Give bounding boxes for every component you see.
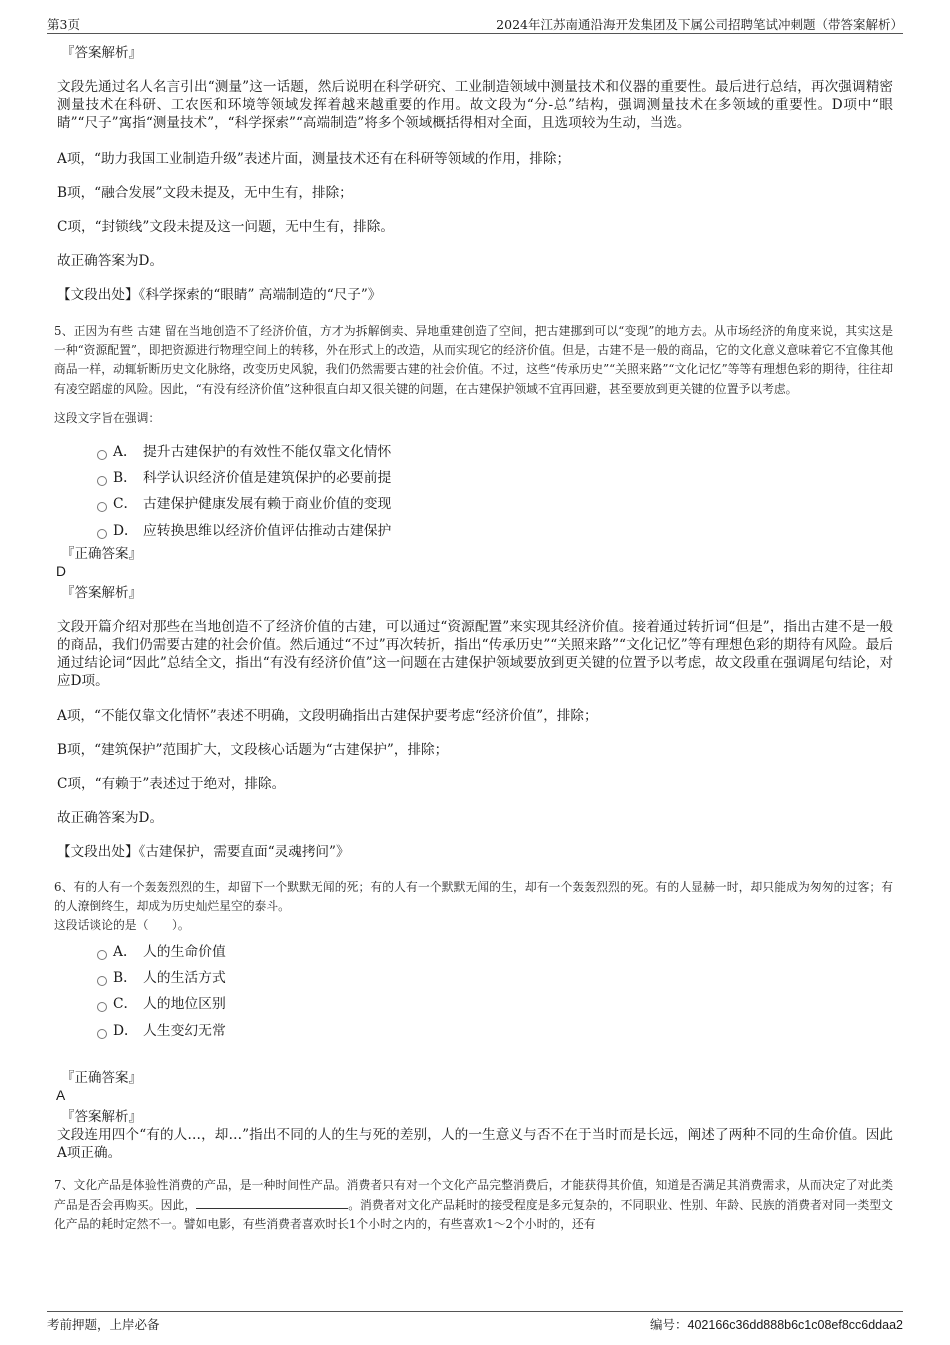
q4-analysis-tag: 『答案解析』 <box>61 45 142 61</box>
q5-block <box>54 322 893 862</box>
q6-option-b-text: 人的生活方式 <box>143 970 226 987</box>
q5-option-b-note: B项，“建筑保护”范围扩大，文段核心话题为“古建保护”，排除； <box>57 741 449 758</box>
q4-source: 【文段出处】《科学探索的“眼睛” 高端制造的“尺子”》 <box>57 287 382 304</box>
q5-option-c-text: 古建保护健康发展有赖于商业价值的变现 <box>143 496 392 513</box>
q4-conclusion: 故正确答案为D。 <box>57 253 164 270</box>
q7-stem <box>54 1176 893 1234</box>
q6-option-a[interactable]: A． 人的生命价值 <box>57 940 893 966</box>
q6-answer: A <box>56 1088 66 1104</box>
q5-option-a[interactable]: A． 提升古建保护的有效性不能仅靠文化情怀 <box>57 440 893 466</box>
q6-analysis-text: 文段连用四个“有的人…，却…”指出不同的人的生与死的差别，人的一生意义与否不在于当时而是长远，阐述了两种不同的生命价值。因此A项正确。 <box>57 1127 893 1162</box>
radio-button-icon[interactable] <box>97 950 107 960</box>
q6-answer-tag: 『正确答案』 <box>61 1070 142 1087</box>
document-title: 2024年江苏南通沿海开发集团及下属公司招聘笔试冲刺题（带答案解析） <box>496 17 903 32</box>
q6-option-c[interactable]: C． 人的地位区别 <box>57 992 893 1018</box>
q5-option-d[interactable]: D． 应转换思维以经济价值评估推动古建保护 <box>57 519 893 545</box>
q5-option-c-note: C项，“有赖于”表述过于绝对，排除。 <box>57 776 286 793</box>
radio-button-icon[interactable] <box>97 529 107 539</box>
q4-option-b-note: B项，“融合发展”文段未提及，无中生有，排除； <box>57 184 353 201</box>
q6-option-a-text: 人的生命价值 <box>143 943 226 960</box>
radio-button-icon[interactable] <box>97 976 107 986</box>
q4-analysis-block <box>57 44 893 305</box>
q5-option-b-text: 科学认识经济价值是建筑保护的必要前提 <box>143 469 392 486</box>
q7-stem-before: 7、文化产品是体验性消费的产品，是一种时间性产品。消费者只有对一个文化产品完整消费后，才能获得其价值，知道是否满足其消费需求，从而决定了对此类产品是否会再购买。因此， <box>54 1178 893 1212</box>
document-code <box>650 1315 903 1333</box>
fill-in-blank <box>196 1196 348 1209</box>
page-header <box>47 14 903 34</box>
page-number: 第3页 <box>47 17 80 32</box>
q5-option-d-text: 应转换思维以经济价值评估推动古建保护 <box>143 522 392 539</box>
q5-prompt: 这段文字旨在强调： <box>54 411 161 426</box>
radio-button-icon[interactable] <box>97 1002 107 1012</box>
q5-option-c[interactable]: C． 古建保护健康发展有赖于商业价值的变现 <box>57 492 893 518</box>
document-code-value: 402166c36dd888b6c1c08ef8cc6ddaa2 <box>687 1318 903 1332</box>
q7-block <box>54 1176 893 1234</box>
q5-answer: D <box>56 563 66 579</box>
q6-option-d[interactable]: D． 人生变幻无常 <box>57 1019 893 1045</box>
radio-button-icon[interactable] <box>97 450 107 460</box>
q6-option-c-text: 人的地位区别 <box>143 996 226 1013</box>
q5-options <box>57 440 893 545</box>
q6-analysis-tag: 『答案解析』 <box>61 1109 142 1126</box>
q6-prompt: 这段话谈论的是（ ）。 <box>54 918 190 933</box>
q4-option-c-note: C项，“封锁线”文段未提及这一问题，无中生有，排除。 <box>57 219 394 236</box>
radio-button-icon[interactable] <box>97 476 107 486</box>
q6-option-b[interactable]: B． 人的生活方式 <box>57 966 893 992</box>
q5-stem: 5、正因为有些 古建 留在当地创造不了经济价值，方才为拆解倒卖、异地重建创造了空间，把古建挪到可以“变现”的地方去。从市场经济的角度来说，其实这是一种“资源配置”，即把资源进行物理空间上的转移，外在形式上的改造，从而实现它的经济价值。但是，古建不是一般的商品，它的文化意义意味着它不宜像其他商品一样，动辄斩断历史文化脉络，改变历史风貌，我们仍然需要古建的社会价值。不过，这些“传承历史”“关照来路”“文化记忆”等等有理想色彩的期待，往往却有凌空蹈虚的风险。因此，“有没有经济价值”这种很直白却又很关键的问题，在古建保护领域不宜再回避，甚至要放到更关键的位置予以考虑。 <box>54 323 893 396</box>
q4-option-a-note: A项，“助力我国工业制造升级”表述片面，测量技术还有在科研等领域的作用，排除； <box>57 150 571 167</box>
q5-option-b[interactable]: B． 科学认识经济价值是建筑保护的必要前提 <box>57 466 893 492</box>
q5-analysis-text: 文段开篇介绍对那些在当地创造不了经济价值的古建，可以通过“资源配置”来实现其经济价值。接着通过转折词“但是”，指出古建不是一般的商品，我们仍需要古建的社会价值。然后通过“不过”再次转折，指出“传承历史”“关照来路”“文化记忆”等有理想色彩的期待有风险。最后通过结论词“因此”总结全文，指出“有没有经济价值”这一问题在古建保护领域要放到更关键的位置予以考虑，故文段重在强调尾句结论，对应D项。 <box>57 618 893 690</box>
q6-block <box>54 878 893 1163</box>
radio-button-icon[interactable] <box>97 1029 107 1039</box>
q5-analysis-tag: 『答案解析』 <box>61 584 142 601</box>
q5-option-a-text: 提升古建保护的有效性不能仅靠文化情怀 <box>143 443 392 460</box>
q5-source: 【文段出处】《古建保护，需要直面“灵魂拷问”》 <box>57 844 350 861</box>
page-content <box>54 44 893 1235</box>
q5-conclusion: 故正确答案为D。 <box>57 810 164 827</box>
radio-button-icon[interactable] <box>97 502 107 512</box>
page-footer <box>47 1311 903 1334</box>
document-code-label: 编号： <box>650 1317 688 1332</box>
q5-option-a-note: A项，“不能仅靠文化情怀”表述不明确，文段明确指出古建保护要考虑“经济价值”，排除； <box>57 707 598 724</box>
q6-stem: 6、有的人有一个轰轰烈烈的生，却留下一个默默无闻的死；有的人有一个默默无闻的生，却有一个轰轰烈烈的死。有的人显赫一时，却只能成为匆匆的过客；有的人潦倒终生，却成为历史灿烂星空的泰斗。 <box>54 879 893 914</box>
q4-analysis-text: 文段先通过名人名言引出“测量”这一话题，然后说明在科学研究、工业制造领域中测量技术和仪器的重要性。最后进行总结，再次强调精密测量技术在科研、工农医和环境等领域发挥着越来越重要的作用。故文段为“分-总”结构，强调测量技术在多领域的重要性。D项中“眼睛”“尺子”寓指“测量技术”，“科学探索”“高端制造”将多个领域概括得相对全面，且选项较为生动，当选。 <box>57 79 893 132</box>
q6-options <box>57 940 893 1045</box>
q6-option-d-text: 人生变幻无常 <box>143 1022 226 1039</box>
footer-slogan: 考前押题，上岸必备 <box>47 1317 160 1332</box>
q5-answer-tag: 『正确答案』 <box>61 545 142 562</box>
q7-stem-after: 。消费者对文化产品耗时的接受程度是多元复杂的，不同职业、性别、年龄、民族的消费者对同一类型文化产品的耗时定然不一。譬如电影，有些消费者喜欢时长1个小时之内的，有些喜欢1～2个小时的，还有 <box>54 1197 893 1232</box>
